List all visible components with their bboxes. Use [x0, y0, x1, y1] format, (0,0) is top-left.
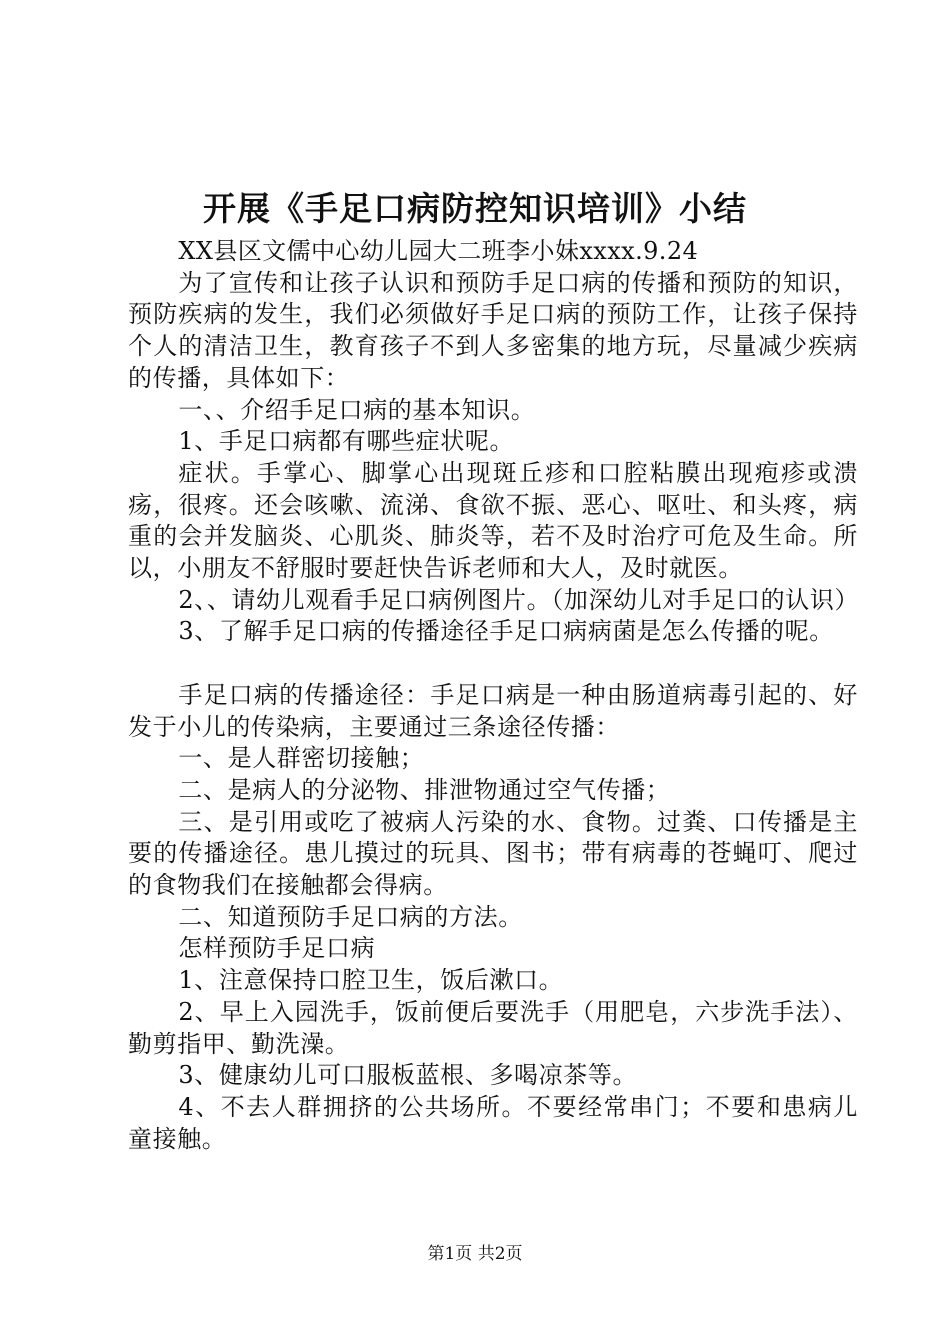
list-item: 1、注意保持口腔卫生，饭后漱口。	[178, 966, 564, 995]
document-body	[128, 236, 858, 1155]
page-number: 第1页 共2页	[427, 1244, 523, 1264]
section-heading-1: 一、、介绍手足口病的基本知识。	[178, 395, 536, 424]
subsection-prevention: 怎样预防手足口病	[178, 934, 376, 963]
subsection-pictures: 2、、请幼儿观看手足口病例图片。（加深幼儿对手足口的认识）	[178, 585, 860, 614]
byline: XX县区文儒中心幼儿园大二班李小妹xxxx.9.24	[178, 237, 699, 265]
list-item: 一、是人群密切接触；	[178, 744, 425, 773]
paragraph-symptoms: 症状。手掌心、脚掌心出现斑丘疹和口腔粘膜出现疱疹或溃疡，很疼。还会咳嗽、流涕、食欲不振、恶心、呕吐、和头疼，病重的会并发脑炎、心肌炎、肺炎等，若不及时治疗可危及生命。所以，小朋友不舒服时要赶快告诉老师和大人，及时就医。	[128, 458, 858, 583]
paragraph-transmission: 手足口病的传播途径：手足口病是一种由肠道病毒引起的、好发于小儿的传染病，主要通过三条途径传播：	[128, 680, 858, 741]
section-heading-2: 二、知道预防手足口病的方法。	[178, 902, 523, 931]
list-item: 三、是引用或吃了被病人污染的水、食物。过粪、口传播是主要的传播途径。患儿摸过的玩具、图书；带有病毒的苍蝇叮、爬过的食物我们在接触都会得病。	[128, 807, 858, 900]
document-title: 开展《手足口病防控知识培训》小结	[203, 189, 747, 228]
paragraph-intro: 为了宣传和让孩子认识和预防手足口病的传播和预防的知识，预防疾病的发生，我们必须做好手足口病的预防工作，让孩子保持个人的清洁卫生，教育孩子不到人多密集的地方玩，尽量减少疾病的传播，具体如下：	[128, 268, 858, 392]
list-item: 4、不去人群拥挤的公共场所。不要经常串门；不要和患病儿童接触。	[128, 1092, 858, 1153]
list-item: 二、是病人的分泌物、排泄物通过空气传播；	[178, 775, 671, 804]
list-item: 3、健康幼儿可口服板蓝根、多喝凉茶等。	[178, 1061, 638, 1090]
blank-line	[128, 648, 858, 680]
list-item: 2、早上入园洗手，饭前便后要洗手（用肥皂，六步洗手法）、勤剪指甲、勤洗澡。	[128, 997, 858, 1058]
subsection-transmission: 3、了解手足口病的传播途径手足口病病菌是怎么传播的呢。	[178, 617, 834, 646]
subsection-symptoms: 1、手足口病都有哪些症状呢。	[178, 427, 515, 456]
